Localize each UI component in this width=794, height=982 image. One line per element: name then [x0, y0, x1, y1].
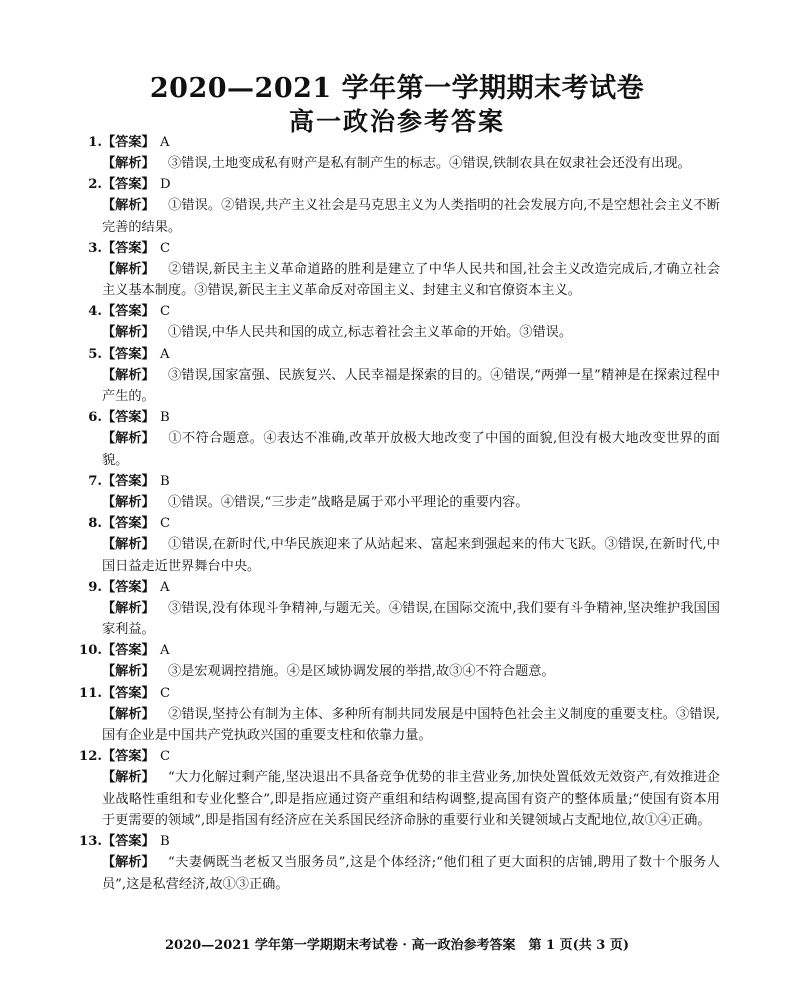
question-item [84, 132, 720, 174]
analysis-text: ①不符合题意。④表达不准确,改革开放极大地改变了中国的面貌,但没有极大地改变世界的面貌。 [102, 431, 720, 468]
analysis-label: 【解析】 [102, 156, 155, 171]
analysis-text: ①错误,在新时代,中华民族迎来了从站起来、富起来到强起来的伟大飞跃。③错误,在新时代,中国日益走近世界舞台中央。 [102, 537, 720, 574]
analysis-label: 【解析】 [102, 664, 155, 680]
question-number: 1. [88, 135, 102, 150]
question-number: 5. [88, 346, 102, 362]
question-item [79, 831, 720, 895]
analysis-label: 【解析】 [102, 770, 155, 786]
answer-value: C [160, 304, 171, 320]
question-item [84, 407, 720, 471]
analysis-label: 【解析】 [102, 706, 155, 722]
analysis-text: “夫妻俩既当老板又当服务员”,这是个体经济;“他们租了更大面积的店铺,聘用了数十个服务人员”,这是私营经济,故①③正确。 [102, 855, 720, 892]
question-number: 13. [79, 834, 102, 850]
analysis-text: ③错误,国家富强、民族复兴、人民幸福是探索的目的。④错误,“两弹一星”精神是在探索过程中产生的。 [102, 367, 720, 405]
analysis-label: 【解析】 [102, 600, 155, 616]
question-number: 11. [79, 685, 102, 701]
question-item [84, 344, 720, 408]
exam-title: 2020—2021 学年第一学期期末考试卷 [149, 73, 645, 104]
answer-label: 【答案】 [102, 304, 155, 320]
page-footer: 2020—2021 学年第一学期期末考试卷 · 高一政治参考答案 第 1 页(共 3 页) [165, 938, 629, 953]
question-item [84, 513, 720, 577]
analysis-label: 【解析】 [102, 198, 155, 214]
answer-value: D [160, 177, 171, 193]
answer-value: B [160, 410, 170, 426]
answer-value: C [160, 749, 171, 765]
analysis-text: ②错误,坚持公有制为主体、多种所有制共同发展是中国特色社会主义制度的重要支柱。③错误,国有企业是中国共产党执政兴国的重要支柱和依靠力量。 [102, 706, 720, 744]
question-number: 10. [79, 643, 102, 659]
question-number: 7. [88, 473, 102, 489]
question-item [84, 471, 720, 513]
question-item [79, 640, 720, 682]
question-item [79, 746, 720, 831]
question-number: 4. [88, 304, 102, 320]
analysis-text: ③错误,没有体现斗争精神,与题无关。④错误,在国际交流中,我们要有斗争精神,坚决维护我国国家利益。 [102, 600, 720, 638]
analysis-label: 【解析】 [102, 855, 155, 871]
answer-label: 【答案】 [102, 240, 155, 256]
answer-value: A [160, 346, 170, 362]
question-item [84, 238, 720, 302]
analysis-label: 【解析】 [102, 261, 155, 277]
analysis-text: ①错误,中华人民共和国的成立,标志着社会主义革命的开始。③错误。 [168, 325, 573, 341]
answer-label: 【答案】 [102, 135, 155, 150]
answer-label: 【答案】 [102, 685, 155, 701]
analysis-label: 【解析】 [102, 537, 155, 553]
answer-value: C [160, 516, 171, 532]
question-item [84, 577, 720, 641]
analysis-label: 【解析】 [102, 431, 155, 447]
analysis-text: ①错误。④错误,“三步走”战略是属于邓小平理论的重要内容。 [168, 494, 529, 510]
answer-value: A [160, 579, 170, 595]
analysis-text: ③错误,土地变成私有财产是私有制产生的标志。④错误,铁制农具在奴隶社会还没有出现。 [168, 156, 691, 171]
question-number: 9. [88, 579, 102, 595]
analysis-text: ①错误。②错误,共产主义社会是马克思主义为人类指明的社会发展方向,不是空想社会主义不断完善的结果。 [102, 198, 720, 235]
answer-value: B [160, 473, 170, 489]
answer-label: 【答案】 [102, 749, 155, 765]
answer-label: 【答案】 [102, 410, 155, 426]
question-item [79, 683, 720, 747]
question-number: 8. [88, 516, 102, 532]
exam-subtitle: 高一政治参考答案 [288, 107, 505, 136]
answer-label: 【答案】 [102, 834, 155, 850]
answer-value: C [160, 240, 171, 256]
analysis-text: ②错误,新民主主义革命道路的胜利是建立了中华人民共和国,社会主义改造完成后,才确立社会主义基本制度。③错误,新民主主义革命反对帝国主义、封建主义和官僚资本主义。 [102, 261, 720, 299]
answer-label: 【答案】 [102, 473, 155, 489]
answer-label: 【答案】 [102, 177, 155, 193]
answer-value: B [160, 834, 170, 850]
analysis-label: 【解析】 [102, 367, 155, 383]
answer-label: 【答案】 [102, 643, 155, 659]
answer-label: 【答案】 [102, 579, 155, 595]
question-number: 3. [88, 240, 102, 256]
answer-value: C [160, 685, 171, 701]
question-item [84, 174, 720, 238]
analysis-text: ③是宏观调控措施。④是区域协调发展的举措,故③④不符合题意。 [168, 664, 555, 680]
question-item [84, 301, 720, 343]
answer-value: A [160, 643, 170, 659]
question-number: 12. [79, 749, 102, 765]
answer-label: 【答案】 [102, 346, 155, 362]
answer-value: A [160, 135, 170, 150]
analysis-label: 【解析】 [102, 325, 155, 341]
answer-label: 【答案】 [102, 516, 155, 532]
answer-list [79, 132, 720, 895]
question-number: 6. [88, 410, 102, 426]
analysis-label: 【解析】 [102, 494, 155, 510]
question-number: 2. [88, 177, 102, 193]
analysis-text: “大力化解过剩产能,坚决退出不具备竞争优势的非主营业务,加快处置低效无效资产,有效推进企业战略性重组和专业化整合”,即是指应通过资产重组和结构调整,提高国有资产的整体质量;“使国有资本用于更需要的领域”,即是指国有经济应在关系国民经济命脉的重要行业和关键领域占支配地位,故①④正确。 [102, 770, 720, 828]
